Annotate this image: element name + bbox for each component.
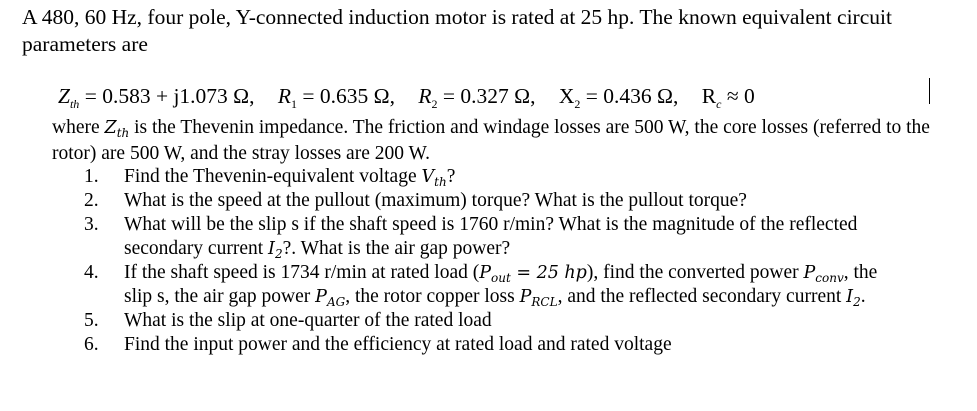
math-expression-tail: = 25 hp — [510, 263, 587, 283]
question-text: , the rotor copper loss — [345, 286, 520, 307]
question-math-symbol — [268, 239, 283, 259]
question-text: , and the reflected secondary current — [557, 286, 847, 307]
question-item — [84, 213, 904, 261]
math-subscript: 2 — [853, 295, 861, 309]
question-math-symbol — [520, 287, 558, 307]
question-item — [84, 309, 904, 333]
problem-description — [52, 115, 952, 166]
question-math-symbol — [421, 167, 446, 187]
param-r2-symbol: R — [418, 84, 432, 108]
question-text: ?. What is the air gap power? — [282, 238, 511, 259]
question-number: 5. — [84, 310, 99, 331]
param-rc-value: ≈ 0 — [726, 84, 755, 108]
question-item — [84, 189, 904, 213]
question-number: 6. — [84, 334, 99, 355]
param-r2-value: = 0.327 Ω, — [442, 84, 536, 108]
param-r1 — [278, 82, 395, 110]
math-subscript: out — [491, 271, 511, 285]
math-subscript: AG — [326, 295, 346, 309]
question-number: 4. — [84, 262, 99, 283]
question-list — [84, 165, 904, 357]
param-x2-symbol: X — [558, 84, 575, 108]
param-r2-sub: 2 — [431, 97, 438, 111]
text-cursor — [929, 78, 930, 104]
question-math-symbol — [846, 287, 861, 307]
param-r1-value: = 0.635 Ω, — [302, 84, 396, 108]
math-subscript: th — [434, 175, 447, 189]
math-symbol: I — [846, 287, 854, 307]
param-zth — [58, 82, 255, 110]
question-text: Find the Thevenin-equivalent voltage — [124, 166, 422, 187]
question-text: ? — [446, 166, 456, 187]
param-zth-sub: th — [69, 97, 80, 111]
param-r1-sub: 1 — [291, 97, 298, 111]
param-x2-sub: 2 — [574, 97, 581, 111]
question-text: If the shaft speed is 1734 r/min at rated load ( — [124, 262, 480, 283]
question-item — [84, 165, 904, 189]
math-symbol: V — [421, 167, 435, 187]
param-x2 — [559, 82, 679, 110]
description-lead: where — [52, 117, 105, 138]
problem-intro: A 480, 60 Hz, four pole, Y-connected induction motor is rated at 25 hp. The known equivalent circuit parameters are — [22, 5, 892, 56]
question-text: Find the input power and the efficiency at rated load and rated voltage — [124, 334, 672, 355]
math-symbol: P — [479, 263, 492, 283]
question-text: ), find the converted power — [586, 262, 804, 283]
question-text: . — [860, 286, 866, 307]
param-zth-value: = 0.583 + j1.073 Ω, — [84, 84, 255, 108]
math-subscript: 2 — [274, 247, 283, 261]
math-symbol: P — [519, 287, 532, 307]
param-zth-symbol: Z — [58, 84, 70, 108]
description-rest: is the Thevenin impedance. The friction and windage losses are 500 W, the core losses (referred to the rotor) are 500 W, and the stray losses are 200 W. — [52, 117, 930, 164]
param-rc — [702, 82, 755, 110]
description-zth-sub: th — [116, 126, 130, 140]
question-number: 3. — [84, 214, 99, 235]
question-math-symbol — [315, 287, 345, 307]
question-text: What will be the slip s if the shaft speed is 1760 r/min? What is the magnitude of the reflected secondary current — [124, 214, 858, 259]
param-r2 — [418, 82, 535, 110]
param-rc-sub: c — [716, 97, 722, 111]
param-rc-symbol: R — [701, 84, 717, 108]
question-math-symbol — [803, 263, 843, 283]
question-text: What is the speed at the pullout (maximum) torque? What is the pullout torque? — [124, 190, 747, 211]
math-symbol: I — [268, 239, 275, 259]
math-symbol: P — [803, 263, 816, 283]
parameter-equation — [58, 82, 938, 110]
question-math-symbol — [479, 263, 587, 283]
question-text: , the slip s, the air gap power — [124, 262, 878, 307]
param-r1-symbol: R — [277, 84, 292, 108]
question-item — [84, 333, 904, 357]
question-number: 1. — [84, 166, 99, 187]
math-subscript: RCL — [531, 295, 558, 309]
description-zth-symbol: Z — [104, 118, 117, 138]
math-symbol: P — [315, 287, 327, 307]
question-item — [84, 261, 904, 309]
math-subscript: conv — [815, 271, 844, 285]
param-x2-value: = 0.436 Ω, — [585, 84, 679, 108]
description-zth — [105, 118, 130, 138]
question-number: 2. — [84, 190, 99, 211]
question-text: What is the slip at one-quarter of the rated load — [124, 310, 492, 331]
